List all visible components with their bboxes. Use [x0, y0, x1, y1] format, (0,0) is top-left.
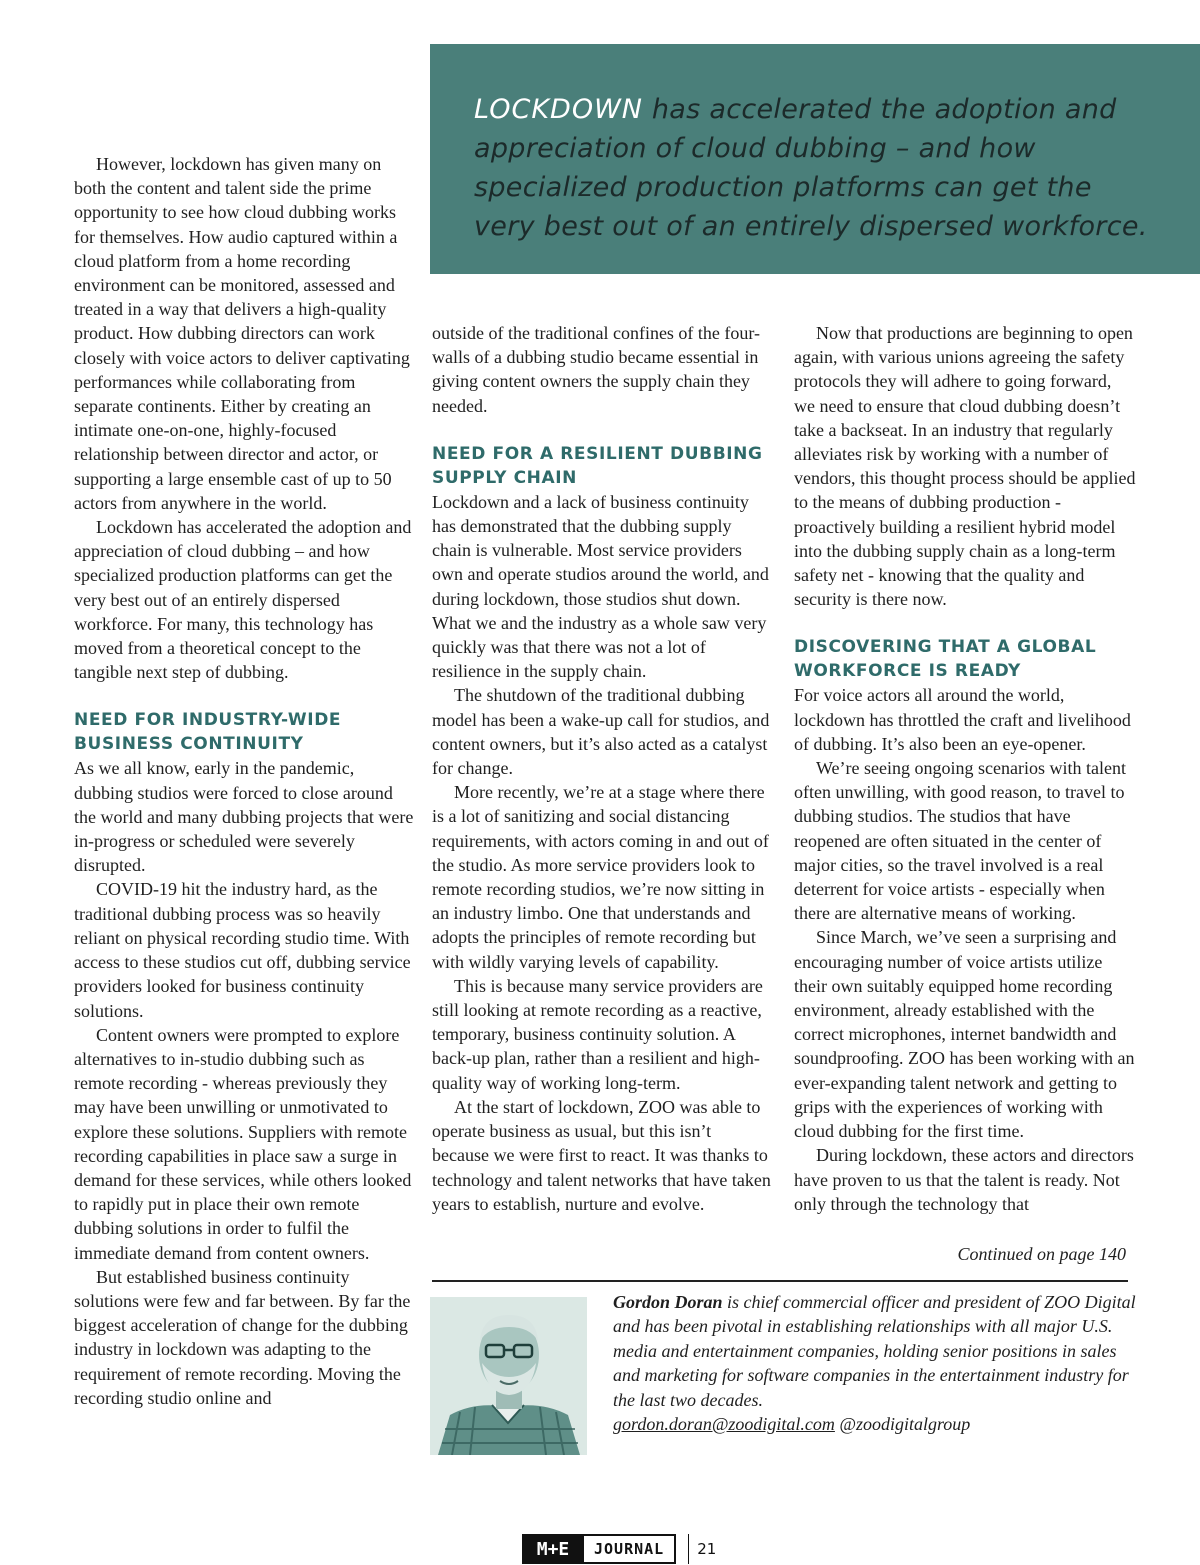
paragraph: More recently, we’re at a stage where there is a lot of sanitizing and social distancing requirements, with actors coming in and out of the studio. As more service providers look to remote recording studios, we’re now sitting in an industry limbo. One that understands and adopts the principles of remote recording but with wildly varying levels of capability. — [432, 782, 769, 972]
paragraph: However, lockdown has given many on both the content and talent side the prime opportunity to see how cloud dubbing works for themselves. How audio captured within a cloud platform from a home recording environment can be monitored, assessed and treated in a way that delivers a high-quality product. How dubbing directors can work closely with voice actors to deliver captivating performances while collaborating from separate continents. Either by creating an intimate one-on-one, highly-focused relationship between director and actor, or supporting a large ensemble cast of up to 50 actors from anywhere in the world. — [74, 154, 410, 513]
paragraph: Content owners were prompted to explore alternatives to in-studio dubbing such as remote recording - whereas previously they may have been unwilling or unmotivated to explore these solutions. Suppliers with remote recording capabilities in place saw a surge in demand for these services, while others looked to rapidly put in place their own remote dubbing solutions in order to fulfil the immediate demand from content owners. — [74, 1024, 412, 1263]
article-column-1 — [74, 152, 414, 1410]
article-column-3 — [794, 321, 1136, 1216]
author-photo — [430, 1297, 587, 1455]
paragraph: At the start of lockdown, ZOO was able to operate business as usual, but this isn’t because we were first to react. It was thanks to technology and talent networks that have taken years to establish, nurture and evolve. — [432, 1096, 771, 1214]
paragraph: This is because many service providers are still looking at remote recording as a reactive, temporary, business continuity solution. A back-up plan, rather than a resilient and high-quality way of working long-term. — [432, 975, 763, 1093]
article-column-2 — [432, 321, 772, 1216]
page-footer — [522, 1533, 716, 1565]
paragraph: Lockdown and a lack of business continuity has demonstrated that the dubbing supply chain is vulnerable. Most service providers own and operate studios around the world, and during lockdown, those studios shut down. What we and the industry as a whole saw very quickly was that there was not a lot of resilience in the supply chain. — [432, 491, 769, 682]
divider — [432, 1280, 1128, 1282]
continued-note: Continued on page 140 — [957, 1244, 1126, 1264]
paragraph: For voice actors all around the world, lockdown has throttled the craft and livelihood of dubbing. It’s also been an eye-opener. — [794, 685, 1131, 754]
pull-quote — [430, 44, 1200, 274]
journal-logo-text: JOURNAL — [584, 1534, 676, 1564]
section-heading: DISCOVERING THAT A GLOBAL WORKFORCE IS READY — [794, 637, 1097, 682]
pull-quote-text: has accelerated the adoption and appreciation of cloud dubbing – and how specialized production platforms can get the very best out of an entirely dispersed workforce. — [474, 94, 1148, 242]
paragraph: outside of the traditional confines of the four-walls of a dubbing studio became essential in giving content owners the supply chain they needed. — [432, 323, 761, 416]
paragraph: Since March, we’ve seen a surprising and encouraging number of voice artists utilize their own suitably equipped home recording environment, already established with the correct microphones, internet bandwidth and soundproofing. ZOO has been working with an ever-expanding talent network and getting to grips with the experiences of working with cloud dubbing for the first time. — [794, 927, 1135, 1142]
paragraph: Now that productions are beginning to open again, with various unions agreeing the safety protocols they will adhere to going forward, we need to ensure that cloud dubbing doesn’t take a backseat. In an industry that regularly alleviates risk by working with a number of vendors, this thought process should be applied to the means of dubbing production - proactively building a resilient hybrid model into the dubbing supply chain as a long-term safety net - knowing that the quality and security is there now. — [794, 323, 1136, 610]
bio-text: is chief commercial officer and president of ZOO Digital and has been pivotal in establishing relationships with all major U.S. media and entertainment companies, holding senior positions in sales and marketing for software companies in the entertainment industry for the last two decades. — [613, 1292, 1136, 1410]
paragraph: The shutdown of the traditional dubbing model has been a wake-up call for studios, and content owners, but it’s also acted as a catalyst for change. — [432, 685, 770, 779]
section-heading: NEED FOR A RESILIENT DUBBING SUPPLY CHAIN — [432, 443, 763, 488]
pull-quote-lead: LOCKDOWN — [474, 94, 643, 125]
author-name: Gordon Doran — [613, 1292, 723, 1312]
paragraph: COVID-19 hit the industry hard, as the traditional dubbing process was so heavily reliant on physical recording studio time. With access to these studios cut off, dubbing service providers looked for business continuity solutions. — [74, 879, 411, 1021]
author-bio — [613, 1290, 1143, 1436]
paragraph: Lockdown has accelerated the adoption and appreciation of cloud dubbing – and how specialized production platforms can get the very best out of an entirely dispersed workforce. For many, this technology has moved from a theoretical concept to the tangible next step of dubbing. — [74, 517, 412, 683]
paragraph: As we all know, early in the pandemic, dubbing studios were forced to close around the world and many dubbing projects that were in-progress or scheduled were severely disrupted. — [74, 758, 414, 876]
section-heading: NEED FOR INDUSTRY-WIDE BUSINESS CONTINUITY — [74, 710, 342, 755]
journal-logo-mark: M+E — [522, 1534, 584, 1564]
author-email-link[interactable]: gordon.doran@zoodigital.com — [613, 1414, 835, 1435]
paragraph: During lockdown, these actors and directors have proven to us that the talent is ready. Not only through the technology that — [794, 1145, 1134, 1214]
paragraph: But established business continuity solutions were few and far between. By far the biggest acceleration of change for the dubbing industry in lockdown was adapting to the requirement of remote recording. Moving the recording studio online and — [74, 1266, 411, 1408]
paragraph: We’re seeing ongoing scenarios with talent often unwilling, with good reason, to travel to dubbing studios. The studios that have reopened are often situated in the center of major cities, so the travel involved is a real deterrent for voice artists - especially when there are alternative means of working. — [794, 758, 1126, 924]
page-number: 21 — [688, 1534, 716, 1564]
author-handle: @zoodigitalgroup — [834, 1414, 971, 1435]
